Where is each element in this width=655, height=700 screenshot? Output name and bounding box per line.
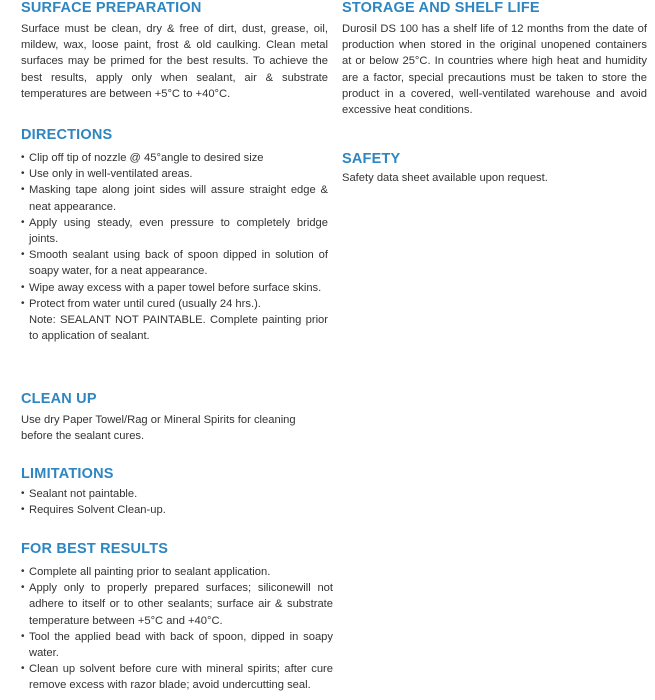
list-item: • Sealant not paintable.	[21, 486, 328, 502]
safety-heading: SAFETY	[342, 151, 401, 167]
list-item: • Wipe away excess with a paper towel before surface skins.	[21, 280, 328, 296]
bullet-icon: •	[21, 582, 25, 594]
bullet-icon: •	[21, 249, 25, 261]
bullet-icon: •	[21, 504, 25, 516]
directions-heading: DIRECTIONS	[21, 127, 113, 143]
bullet-icon: •	[21, 216, 25, 228]
clean-up-heading: CLEAN UP	[21, 391, 97, 407]
storage-text: Durosil DS 100 has a shelf life of 12 months from the date of production when stored in the original unopened containers at or below 25°C. In countries where high heat and humidity are a factor, special precautions must be taken to store the product in a covered, well-ventilated warehouse and avoid excessive heat conditions.	[342, 23, 647, 117]
list-item: • Apply only to properly prepared surfaces; siliconewill not adhere to itself or to other sealants; surface air & substrate temperature between +5°C and +40°C.	[21, 582, 333, 627]
bullet-icon: •	[21, 663, 25, 675]
bullet-icon: •	[21, 488, 25, 499]
bullet-icon: •	[21, 168, 25, 180]
bullet-icon: •	[21, 566, 25, 577]
safety-text: Safety data sheet available upon request.	[342, 172, 548, 184]
list-item: • Requires Solvent Clean-up.	[21, 502, 328, 518]
surface-preparation-text: Surface must be clean, dry & free of dirt, dust, grease, oil, mildew, wax, loose paint, frost & old caulking. Clean metal surfaces may be primed for the best results. To achieve the best results, apply only when sealant, air & substrate temperatures are between +5°C to +40°C.	[21, 23, 328, 100]
list-item: • Masking tape along joint sides will assure straight edge & neat appearance.	[21, 184, 328, 213]
directions-note: Note: SEALANT NOT PAINTABLE. Complete painting prior to application of sealant.	[29, 314, 328, 343]
clean-up-text: Use dry Paper Towel/Rag or Mineral Spirits for cleaning before the sealant cures.	[21, 414, 296, 443]
limitations-list	[21, 486, 328, 518]
list-item: • Complete all painting prior to sealant application.	[21, 564, 333, 580]
list-item: • Tool the applied bead with back of spoon, dipped in soapy water.	[21, 630, 333, 660]
bullet-icon: •	[21, 297, 25, 309]
directions-list	[21, 150, 328, 344]
list-item: • Clip off tip of nozzle @ 45°angle to desired size	[21, 150, 328, 166]
bullet-icon: •	[21, 152, 25, 163]
bullet-icon: •	[21, 281, 25, 293]
list-item: • Smooth sealant using back of spoon dipped in solution of soapy water, for a neat appearance.	[21, 249, 328, 278]
bullet-icon: •	[21, 184, 25, 196]
storage-heading: STORAGE AND SHELF LIFE	[342, 0, 540, 16]
best-results-list	[21, 564, 333, 694]
best-results-heading: FOR BEST RESULTS	[21, 541, 169, 557]
list-item: • Apply using steady, even pressure to completely bridge joints.	[21, 216, 328, 246]
surface-preparation-heading: SURFACE PREPARATION	[21, 0, 202, 16]
limitations-heading: LIMITATIONS	[21, 466, 114, 482]
bullet-icon: •	[21, 630, 25, 642]
list-item: • Use only in well-ventilated areas.	[21, 166, 328, 182]
list-item: • Protect from water until cured (usually 24 hrs.).	[21, 296, 328, 312]
list-item: • Clean up solvent before cure with mineral spirits; after cure remove excess with razor blade; avoid undercutting seal.	[21, 663, 333, 692]
